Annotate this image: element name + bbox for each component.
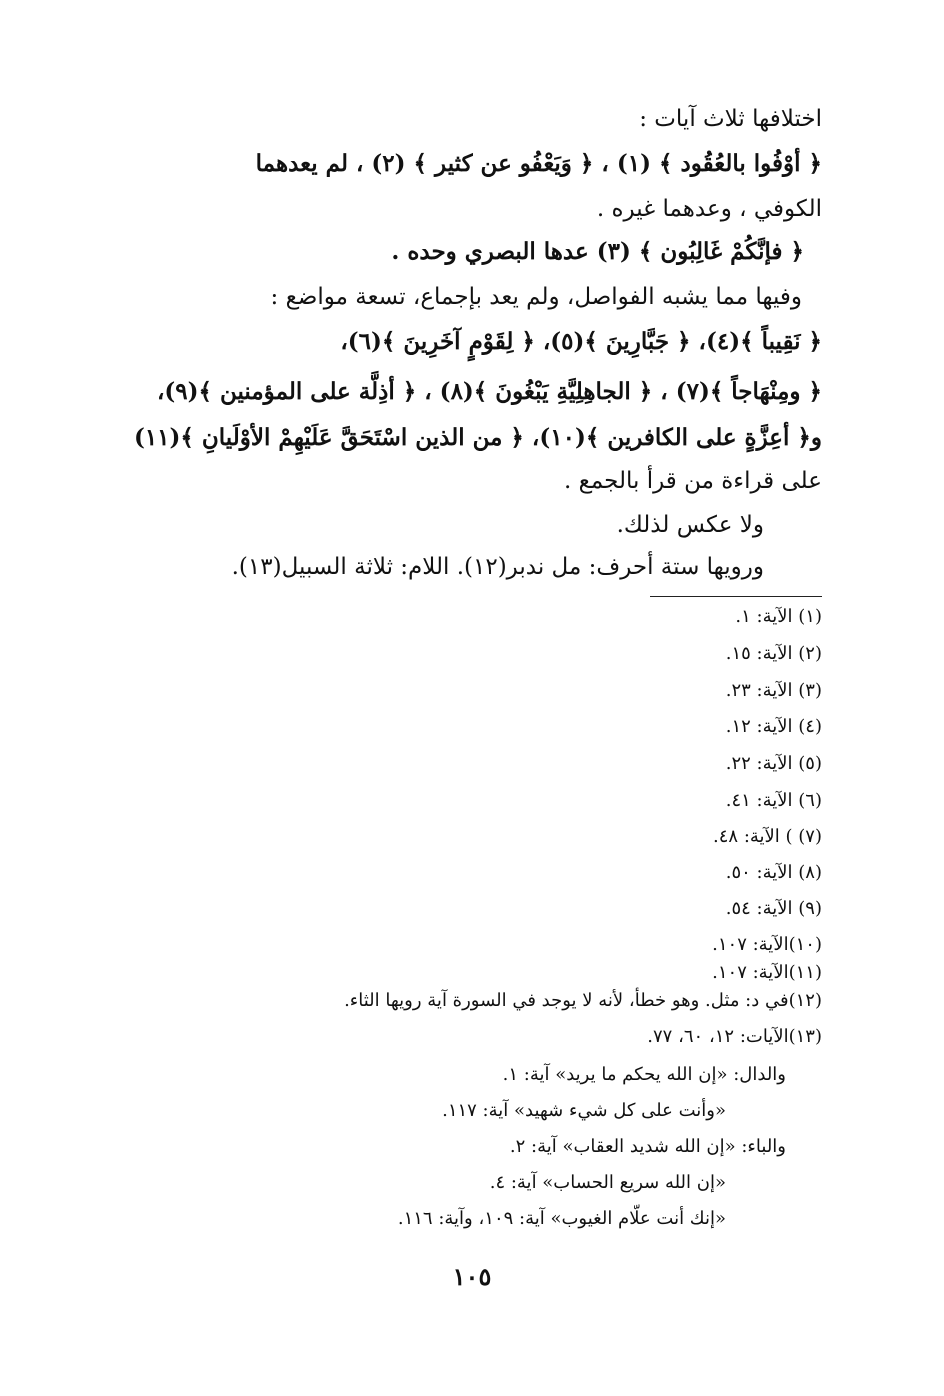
text-line-2: ﴿ أوْفُوا بالعُقُود ﴾ (١) ، ﴿ وَيَعْفُو عن كثير ﴾ (٢) ، لم يعدهما (255, 150, 822, 177)
footnote-5: (٥) الآية: ٢٢. (725, 753, 822, 774)
footnote-separator (650, 596, 822, 597)
text-line-1: اختلافها ثلاث آيات : (639, 106, 822, 132)
text-line-5: وفيها مما يشبه الفواصل، ولم يعد بإجماع، تسعة مواضع : (270, 284, 802, 310)
footnote-7: (٧) ) الآية: ٤٨. (713, 826, 822, 847)
footnote-10: (١٠)الآية: ١٠٧. (712, 934, 822, 955)
text-line-6: ﴿ نَقِيباً ﴾(٤)، ﴿ جَبَّارِينَ ﴾(٥)، ﴿ لِقَوْمٍ آخَرِينَ ﴾(٦)، (340, 328, 822, 355)
footnote-9: (٩) الآية: ٥٤. (725, 898, 822, 919)
footnote-13-line-4: والباء: «إن الله شديد العقاب» آية: ٢. (509, 1136, 786, 1157)
page-number: ١٠٥ (452, 1262, 492, 1291)
footnote-3: (٣) الآية: ٢٣. (725, 680, 822, 701)
footnote-1: (١) الآية: ١. (735, 606, 822, 627)
text-line-9: على قراءة من قرأ بالجمع . (563, 468, 822, 494)
footnote-12: (١٢)في د: مثل. وهو خطأ، لأنه لا يوجد في السورة آية رويها الثاء. (344, 990, 822, 1011)
footnote-6: (٦) الآية: ٤١. (725, 790, 822, 811)
footnote-4: (٤) الآية: ١٢. (725, 716, 822, 737)
text-line-10: ولا عكس لذلك. (616, 512, 764, 538)
footnote-13: (١٣)الآيات: ١٢، ٦٠، ٧٧. (647, 1026, 822, 1047)
footnote-13-line-5: «إن الله سريع الحساب» آية: ٤. (489, 1172, 726, 1193)
text-line-8: و﴿ أعِزَّةٍ على الكافرين ﴾(١٠)، ﴿ من الذين اسْتَحَقَّ عَلَيْهِمْ الأوْلَيانِ ﴾(١١) (133, 424, 822, 451)
footnote-8: (٨) الآية: ٥٠. (725, 862, 822, 883)
text-line-7: ﴿ ومِنْهَاجاً ﴾(٧) ، ﴿ الجاهِلِيَّةِ يَبْغُونَ ﴾(٨) ، ﴿ أذِلَّة على المؤمنين ﴾(٩)، (156, 378, 822, 405)
text-line-4: ﴿ فإنَّكُمْ غَالِبُون ﴾ (٣) عدها البصري وحده . (391, 238, 804, 265)
footnote-2: (٢) الآية: ١٥. (725, 643, 822, 664)
footnote-13-line-6: «إنك أنت علّام الغيوب» آية: ١٠٩، وآية: ١١٦. (397, 1208, 726, 1229)
footnote-13-line-2: والدال: «إن الله يحكم ما يريد» آية: ١. (502, 1064, 786, 1085)
footnote-11: (١١)الآية: ١٠٧. (712, 962, 822, 983)
text-line-3: الكوفي ، وعدهما غيره . (596, 196, 822, 222)
footnote-13-line-3: «وأنت على كل شيء شهيد» آية: ١١٧. (442, 1100, 726, 1121)
text-line-11: ورويها ستة أحرف: مل ندبر(١٢). اللام: ثلاثة السبيل(١٣). (231, 554, 764, 580)
